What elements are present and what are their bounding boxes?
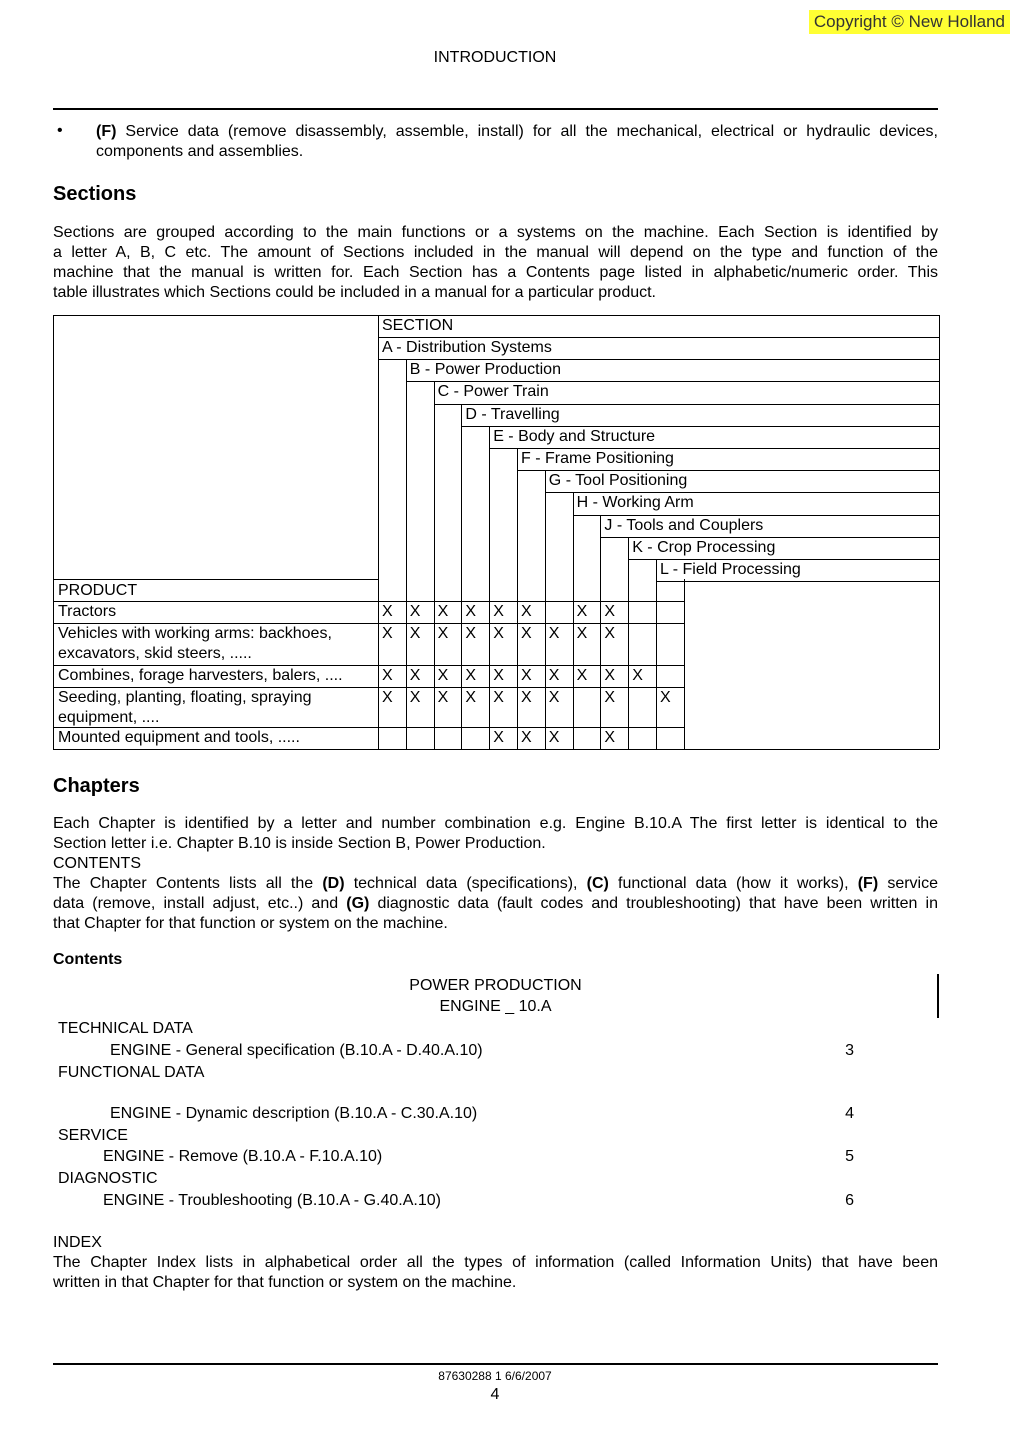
grid-line — [53, 315, 54, 749]
footer-document-id: 87630288 1 6/6/2007 — [438, 1369, 552, 1383]
section-header: SECTION — [382, 317, 454, 334]
section-mark: X — [382, 625, 393, 642]
section-mark: X — [632, 667, 643, 684]
toc-entry: ENGINE - Remove (B.10.A - F.10.A.10) — [103, 1148, 383, 1165]
product-name: Seeding, planting, floating, spraying equipment, .... — [58, 689, 312, 726]
section-mark: X — [576, 603, 588, 620]
section-mark: X — [437, 667, 449, 684]
footer-rule — [53, 1363, 938, 1365]
toc-entry: ENGINE - Dynamic description (B.10.A - C.30.A.10) — [110, 1105, 478, 1122]
sections-intro-line: a letter A, B, C etc. The amount of Sections included in the manual will depend on the type and function of the — [53, 244, 938, 261]
toc-entry: ENGINE - Troubleshooting (B.10.A - G.40.A.10) — [103, 1192, 441, 1209]
chapters-text-line: The Chapter Contents lists all the (D) technical data (specifications), (C) functional data (how it works), (F) service — [53, 875, 938, 892]
section-mark: X — [493, 625, 504, 642]
section-mark: X — [493, 603, 504, 620]
section-mark: X — [437, 603, 449, 620]
section-mark: X — [548, 689, 560, 706]
product-name: Tractors — [58, 603, 117, 620]
grid-line — [53, 749, 684, 750]
section-mark: X — [521, 625, 532, 642]
section-mark: X — [548, 729, 560, 746]
toc-category: SERVICE — [58, 1127, 128, 1144]
section-mark: X — [604, 603, 616, 620]
section-mark: X — [604, 625, 616, 642]
section-label-a: A - Distribution Systems — [382, 339, 552, 356]
section-label-h: H - Working Arm — [576, 494, 694, 512]
grid-line — [378, 315, 379, 749]
section-mark: X — [576, 625, 588, 642]
toc-category: DIAGNOSTIC — [58, 1170, 158, 1187]
sections-intro-line: Sections are grouped according to the main functions or a systems on the machine. Each Section is identified by — [53, 224, 938, 241]
toc-page-number: 3 — [845, 1042, 854, 1059]
section-label-c: C - Power Train — [437, 383, 549, 401]
toc-category: TECHNICAL DATA — [58, 1020, 193, 1037]
header-rule — [53, 108, 938, 110]
section-mark: X — [465, 603, 477, 620]
section-mark: X — [660, 689, 671, 706]
index-heading: INDEX — [53, 1234, 102, 1251]
toc-entry: ENGINE - General specification (B.10.A - D.40.A.10) — [110, 1042, 483, 1059]
section-mark: X — [521, 729, 532, 746]
grid-line — [53, 579, 378, 580]
grid-line — [939, 315, 940, 749]
section-label-e: E - Body and Structure — [493, 427, 656, 445]
grid-line — [53, 315, 939, 316]
index-text-line: written in that Chapter for that function or system on the machine. — [53, 1274, 517, 1291]
section-mark: X — [548, 667, 560, 684]
section-mark: X — [493, 689, 504, 706]
change-bar — [937, 974, 939, 1018]
footer-page-number: 4 — [490, 1386, 500, 1403]
section-mark: X — [604, 667, 616, 684]
section-label-g: G - Tool Positioning — [548, 472, 688, 490]
index-text-line: The Chapter Index lists in alphabetical order all the types of information (called Information Units) that have been — [53, 1254, 938, 1271]
grid-line — [656, 559, 657, 749]
bullet-text-line: Service data (remove disassembly, assemble, install) for all the mechanical, electrical or hydraulic devices, — [125, 123, 938, 140]
section-mark: X — [548, 625, 560, 642]
section-mark: X — [493, 667, 504, 684]
product-name: Mounted equipment and tools, ..... — [58, 729, 300, 746]
contents-header-line: POWER PRODUCTION — [409, 977, 582, 994]
section-mark: X — [465, 689, 477, 706]
section-label-k: K - Crop Processing — [632, 538, 776, 556]
toc-page-number: 4 — [845, 1105, 854, 1122]
sections-intro-line: table illustrates which Sections could be included in a manual for a particular product. — [53, 284, 656, 301]
section-label-b: B - Power Production — [409, 361, 561, 379]
grid-line — [378, 601, 684, 602]
section-mark: X — [382, 667, 393, 684]
section-label-f: F - Frame Positioning — [521, 450, 674, 467]
section-mark: X — [604, 729, 616, 746]
running-head: INTRODUCTION — [433, 49, 557, 66]
grid-line — [656, 581, 939, 582]
section-label-d: D - Travelling — [465, 405, 560, 423]
toc-category: FUNCTIONAL DATA — [58, 1064, 205, 1081]
sections-intro-line: machine that the manual is written for. Each Section has a Contents page listed in alphabetic/numeric order. This — [53, 264, 938, 281]
section-mark: X — [409, 689, 421, 706]
grid-line — [684, 579, 685, 749]
product-name: Vehicles with working arms: backhoes, excavators, skid steers, ..... — [58, 625, 332, 662]
bullet-label: (F) — [96, 123, 117, 140]
sections-product-matrix — [53, 315, 939, 749]
section-mark: X — [382, 603, 393, 620]
section-label-j: J - Tools and Couplers — [604, 516, 764, 534]
section-mark: X — [576, 667, 588, 684]
product-name: Combines, forage harvesters, balers, .... — [58, 667, 343, 684]
section-mark: X — [521, 603, 532, 620]
section-mark: X — [465, 625, 477, 642]
contents-header-line: ENGINE _ 10.A — [439, 998, 552, 1015]
section-mark: X — [437, 689, 449, 706]
bullet-text-line: components and assemblies. — [96, 143, 304, 160]
copyright-banner: Copyright © New Holland — [809, 10, 1010, 34]
chapters-text-line: data (remove, install adjust, etc..) and (G) diagnostic data (fault codes and troubleshooting) that have been written in — [53, 895, 938, 912]
section-mark: X — [437, 625, 449, 642]
section-mark: X — [382, 689, 393, 706]
section-mark: X — [465, 667, 477, 684]
chapters-body — [53, 814, 938, 934]
section-mark: X — [493, 729, 504, 746]
chapters-text-line: Section letter i.e. Chapter B.10 is inside Section B, Power Production. — [53, 835, 546, 852]
grid-line — [573, 492, 574, 749]
index-section — [53, 1233, 938, 1293]
sections-heading: Sections — [53, 183, 137, 205]
section-mark: X — [409, 603, 421, 620]
toc-page-number: 6 — [845, 1192, 854, 1209]
sections-intro — [53, 223, 938, 303]
chapters-heading: Chapters — [53, 775, 140, 797]
section-label-l: L - Field Processing — [660, 561, 801, 578]
chapters-text-line: Each Chapter is identified by a letter and number combination e.g. Engine B.10.A The first letter is identical to the — [53, 815, 938, 832]
section-mark: X — [604, 689, 616, 706]
bullet-marker: • — [57, 122, 63, 139]
contents-title: Contents — [53, 951, 123, 968]
bullet-item-service-data — [96, 122, 938, 162]
toc-page-number: 5 — [845, 1148, 854, 1165]
section-mark: X — [409, 625, 421, 642]
section-mark: X — [521, 689, 532, 706]
section-mark: X — [409, 667, 421, 684]
chapters-text-line: that Chapter for that function or system on the machine. — [53, 915, 448, 932]
product-header: PRODUCT — [58, 582, 138, 599]
section-mark: X — [521, 667, 532, 684]
contents-word: CONTENTS — [53, 855, 141, 872]
